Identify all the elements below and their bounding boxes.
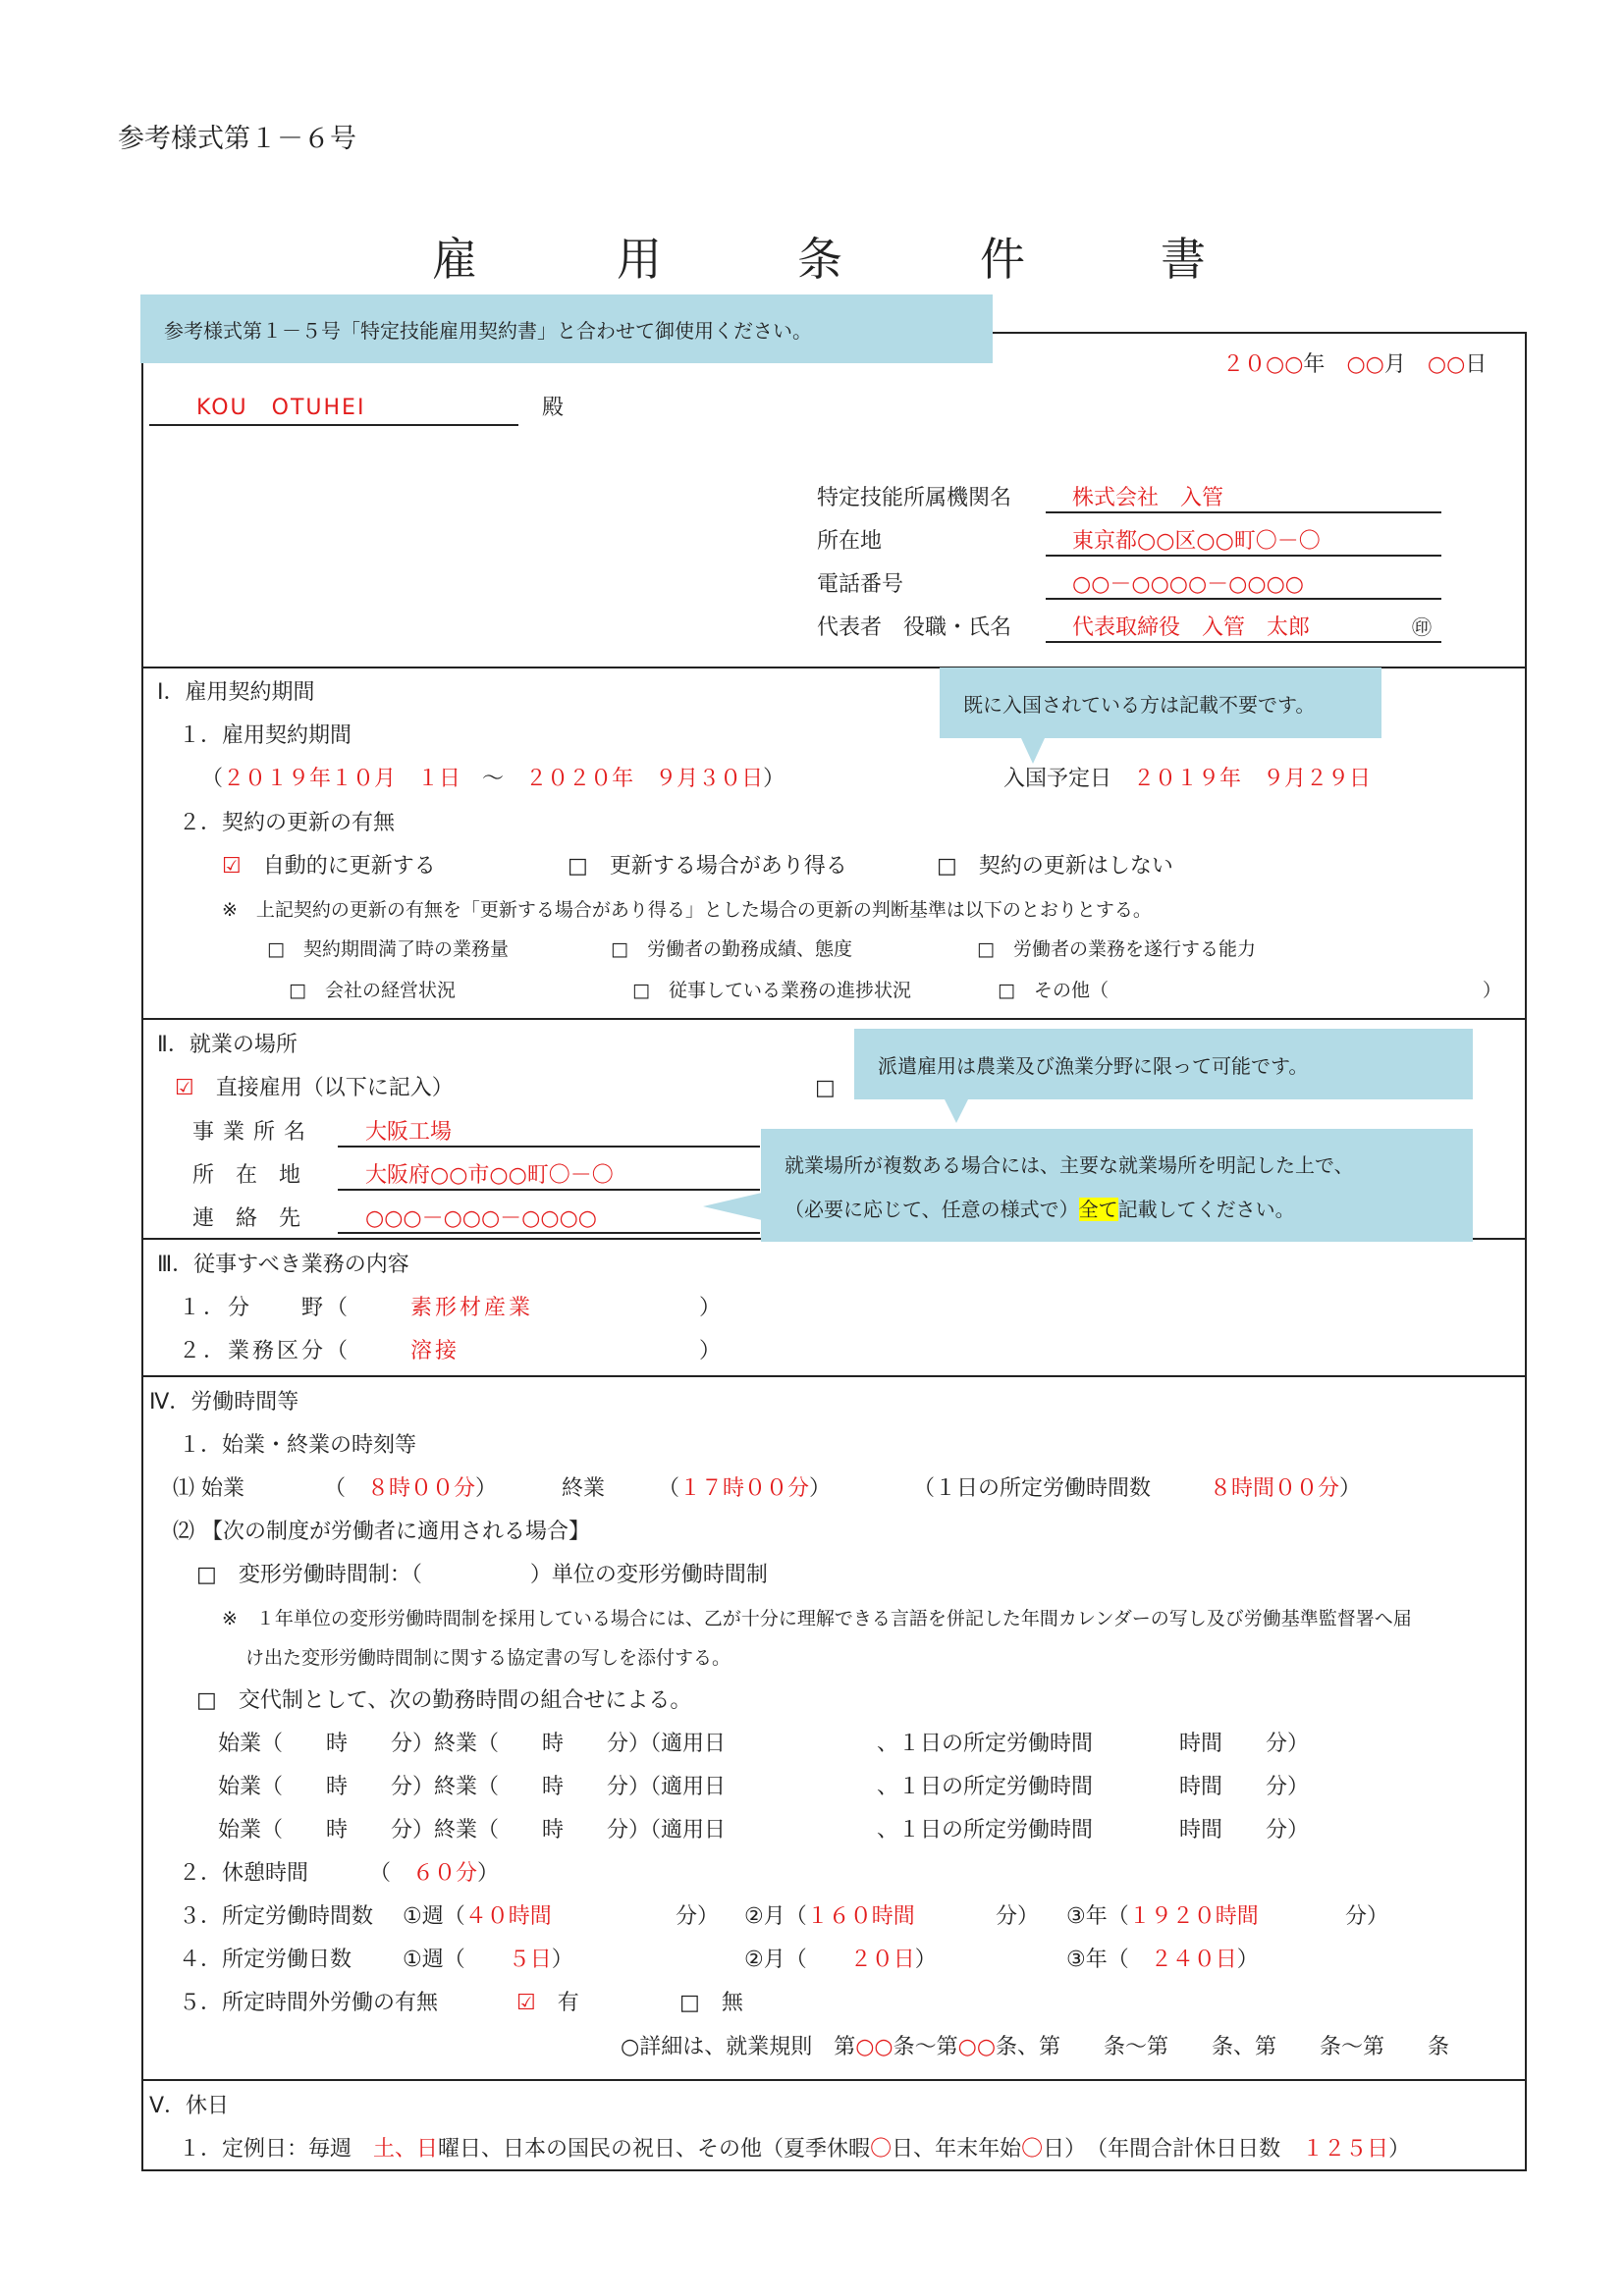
option-label: 更新する場合があり得る	[609, 854, 847, 879]
callout-dispatch-note	[854, 1029, 1473, 1099]
job-category-label: ２．業務区分（	[179, 1339, 352, 1363]
start-time-label: ⑴ 始業	[173, 1476, 244, 1501]
weekly-label: ①週（	[403, 1904, 465, 1929]
rules-article-value: ○○	[855, 2035, 893, 2059]
start-time: （ ８時００分）	[324, 1476, 498, 1501]
underline	[1046, 555, 1441, 557]
direct-employment-option[interactable]	[175, 1078, 454, 1099]
overtime-yes-option[interactable]	[516, 1993, 579, 2014]
date-month-label: 月	[1383, 352, 1406, 377]
section-1-heading: Ⅰ．雇用契約期間	[157, 680, 315, 705]
callout-entry-note	[940, 667, 1381, 738]
renewal-option-auto[interactable]	[222, 856, 436, 878]
newyear-days-value: 〇	[1021, 2137, 1044, 2162]
addressee-name: KOU OTUHEI	[196, 396, 366, 420]
form-frame	[141, 332, 1527, 2171]
callout-text: 派遣雇用は農業及び漁業分野に限って可能です。	[878, 1053, 1309, 1078]
callout-pointer	[1021, 738, 1045, 764]
issue-date	[1222, 354, 1487, 376]
section-3-heading: Ⅲ．従事すべき業務の内容	[157, 1253, 409, 1277]
section-divider	[141, 1018, 1527, 1020]
holiday-text: 日） （年間合計休日日数	[1043, 2137, 1281, 2162]
location-label: 所在地	[192, 1163, 323, 1188]
shift-row: 始業（ 時 分）終業（ 時 分）（適用日 、１日の所定労働時間 時間 分）	[218, 1732, 1310, 1756]
date-day-value: ○○	[1427, 352, 1466, 377]
underline	[149, 424, 518, 426]
daily-hours-value: ８時間００分	[1210, 1476, 1340, 1501]
checkbox-icon[interactable]: □	[289, 980, 306, 1001]
option-label: 会社の経営状況	[324, 980, 456, 1001]
job-category-value: 溶接	[410, 1339, 460, 1363]
contract-period	[201, 769, 785, 790]
weekly-minutes: 分）	[676, 1904, 720, 1929]
location-value: 大阪府○○市○○町〇－〇	[365, 1163, 614, 1188]
shift-option[interactable]	[196, 1690, 691, 1712]
renewal-option-may[interactable]	[568, 856, 847, 878]
monthly-days-value: ２０日	[849, 1948, 915, 1972]
entry-date-label: 入国予定日	[1003, 767, 1112, 791]
criterion-business[interactable]	[289, 982, 456, 1000]
checkbox-checked-icon[interactable]: ☑	[175, 1076, 194, 1100]
org-label: 特定技能所属機関名	[817, 486, 1012, 510]
criterion-progress[interactable]	[632, 982, 911, 1000]
shift-row: 始業（ 時 分）終業（ 時 分）（適用日 、１日の所定労働時間 時間 分）	[218, 1818, 1310, 1842]
entry-date-value: ２０１９年 ９月２９日	[1133, 767, 1372, 791]
criterion-other[interactable]	[998, 982, 1109, 1000]
renewal-subheading: ２．契約の更新の有無	[179, 811, 396, 835]
end-time-label: 終業	[562, 1476, 606, 1501]
end-time: （１７時００分）	[658, 1476, 832, 1501]
flex-note-line1: ※ １年単位の変形労働時間制を採用している場合には、乙が十分に理解できる言語を併記した年間カレンダーの写し及び労働基準監督署へ届	[222, 1608, 1412, 1629]
callout-text: 既に入国されている方は記載不要です。	[963, 692, 1316, 717]
callout-multiple-locations	[761, 1129, 1473, 1242]
address-value: 東京都○○区○○町〇－〇	[1072, 529, 1321, 554]
form-reference: 参考様式第１－６号	[118, 124, 356, 154]
phone-value: ○○－○○○○－○○○○	[1072, 572, 1304, 597]
flex-hours-option[interactable]	[196, 1565, 768, 1586]
work-rules-reference	[621, 2037, 1449, 2058]
start-time-value: ８時００分	[367, 1476, 476, 1501]
break-time: （ ６０分）	[369, 1861, 500, 1886]
rules-text: 条、第 条～第 条、第 条～第 条	[996, 2035, 1450, 2059]
daily-hours-label: （１日の所定労働時間数	[913, 1476, 1152, 1501]
daily-hours: ８時間００分）	[1210, 1476, 1362, 1501]
job-field-value: 素形材産業	[410, 1296, 534, 1320]
callout-usage-note	[140, 294, 993, 363]
title-char: 書	[1161, 233, 1206, 286]
yearly-days-value: ２４０日	[1150, 1948, 1237, 1972]
representative-label: 代表者 役職・氏名	[817, 615, 1012, 640]
days-weekly: ①週（ ５日）	[403, 1948, 573, 1972]
checkbox-icon[interactable]: □	[611, 938, 628, 960]
checkbox-icon[interactable]: □	[977, 938, 995, 960]
contract-period-subheading: １．雇用契約期間	[179, 723, 352, 748]
weekly-days-value: ５日	[508, 1948, 552, 1972]
renewal-option-none[interactable]	[937, 856, 1173, 878]
callout-text: 就業場所が複数ある場合には、主要な就業場所を明記した上で、	[785, 1152, 1354, 1177]
checkbox-icon[interactable]: □	[632, 980, 650, 1001]
section-divider	[141, 1375, 1527, 1377]
section-4-heading: Ⅳ．労働時間等	[149, 1390, 299, 1415]
underline	[1046, 598, 1441, 600]
checkbox-icon[interactable]: □	[998, 980, 1015, 1001]
underline	[338, 1189, 760, 1191]
holiday-text: １．定例日：毎週	[179, 2137, 352, 2162]
criterion-performance[interactable]	[611, 940, 852, 959]
callout-text: 記載してください。	[1117, 1197, 1295, 1221]
tilde: ～	[482, 767, 505, 791]
callout-highlight: 全て	[1078, 1197, 1118, 1221]
checkbox-icon[interactable]: □	[568, 854, 588, 879]
checkbox-icon[interactable]: □	[196, 1563, 217, 1587]
holiday-text: 曜日、日本の国民の祝日、その他（夏季休暇	[438, 2137, 871, 2162]
break-time-label: ２．休憩時間	[179, 1861, 309, 1886]
option-label: 有	[557, 1991, 579, 2015]
holiday-days-value: 土、日	[373, 2137, 439, 2162]
option-label: 従事している業務の進捗状況	[668, 980, 911, 1001]
monthly-minutes: 分）	[996, 1904, 1040, 1929]
entry-date	[1003, 769, 1371, 790]
checkbox-checked-icon[interactable]: ☑	[516, 1991, 536, 2015]
annual-holidays-value: １２５日	[1302, 2137, 1389, 2162]
option-label: 契約期間満了時の業務量	[302, 938, 509, 960]
seal-mark: ㊞	[1412, 615, 1432, 639]
rules-article-value: ○○	[957, 2035, 997, 2059]
hours-weekly	[403, 1906, 552, 1928]
callout-text-line2	[785, 1194, 1295, 1222]
contract-end: ２０２０年 ９月３０日	[525, 767, 764, 791]
date-year-label: 年	[1303, 352, 1326, 377]
date-day-label: 日	[1465, 352, 1488, 377]
option-label: 契約の更新はしない	[978, 854, 1173, 879]
option-label: 変形労働時間制：（ ）単位の変形労働時間制	[238, 1563, 768, 1587]
weekly-label: ①週（	[403, 1948, 465, 1972]
section-2-heading: Ⅱ．就業の場所	[157, 1033, 298, 1057]
overtime-no-option[interactable]	[679, 1993, 743, 2014]
section-5-heading: Ⅴ．休日	[149, 2094, 230, 2118]
underline	[338, 1232, 760, 1234]
representative-value: 代表取締役 入管 太郎	[1072, 615, 1311, 640]
checkbox-icon[interactable]: □	[267, 938, 285, 960]
option-label: 直接雇用（以下に記入）	[215, 1076, 454, 1100]
callout-pointer	[945, 1099, 968, 1123]
regular-holidays	[179, 2139, 1410, 2161]
callout-text: （必要に応じて、任意の様式で）	[785, 1197, 1079, 1221]
org-value: 株式会社 入管	[1072, 486, 1224, 510]
scheduled-days-label: ４．所定労働日数	[179, 1948, 352, 1972]
checkbox-icon[interactable]: □	[937, 854, 957, 879]
criterion-workload[interactable]	[267, 940, 509, 959]
monthly-label: ②月（	[744, 1904, 807, 1929]
option-label: 労働者の勤務成績、態度	[646, 938, 852, 960]
date-year-value: ２０○○	[1222, 352, 1304, 377]
paren-close: ）	[699, 1339, 722, 1363]
phone-label: 電話番号	[817, 572, 904, 597]
option-label: 交代制として、次の勤務時間の組合せによる。	[238, 1688, 692, 1713]
contact-value: ○○○－○○○－○○○○	[365, 1206, 597, 1231]
work-time-subheading: １．始業・終業の時刻等	[179, 1433, 417, 1458]
break-time-value: ６０分	[412, 1861, 478, 1886]
underline	[1046, 511, 1441, 513]
contract-start: ２０１９年１０月 １日	[223, 767, 461, 791]
weekly-hours-value: ４０時間	[464, 1904, 552, 1929]
yearly-minutes: 分）	[1345, 1904, 1389, 1929]
criterion-ability[interactable]	[977, 940, 1256, 959]
title-char: 用	[617, 233, 662, 286]
addressee-suffix: 殿	[542, 396, 565, 420]
monthly-label: ②月（	[744, 1948, 807, 1972]
date-month-value: ○○	[1346, 352, 1384, 377]
option-label: 自動的に更新する	[262, 854, 436, 879]
checkbox-checked-icon[interactable]: ☑	[222, 854, 242, 879]
callout-pointer	[703, 1193, 762, 1220]
dispatch-option-checkbox[interactable]: □	[815, 1076, 836, 1100]
contact-label: 連絡先	[192, 1206, 323, 1231]
yearly-label: ③年（	[1066, 1904, 1129, 1929]
overtime-label: ５．所定時間外労働の有無	[179, 1991, 439, 2015]
section-divider	[141, 2079, 1527, 2081]
days-yearly: ③年（ ２４０日）	[1066, 1948, 1259, 1972]
callout-text: 参考様式第１－５号「特定技能雇用契約書」と合わせて御使用ください。	[164, 318, 812, 343]
office-name-value: 大阪工場	[365, 1120, 453, 1145]
rules-text: ○詳細は、就業規則 第	[621, 2035, 856, 2059]
yearly-label: ③年（	[1066, 1948, 1129, 1972]
rules-text: 条～第	[893, 2035, 958, 2059]
criterion-other-close: ）	[1483, 980, 1502, 1001]
underline	[338, 1146, 760, 1148]
yearly-hours-value: １９２０時間	[1128, 1904, 1259, 1929]
summer-days-value: 〇	[870, 2137, 893, 2162]
paren-close: ）	[699, 1296, 722, 1320]
holiday-text: 日、年末年始	[892, 2137, 1022, 2162]
monthly-hours-value: １６０時間	[806, 1904, 915, 1929]
hours-monthly	[744, 1906, 915, 1928]
job-field-label: １．分 野（	[179, 1296, 352, 1320]
title-char: 条	[797, 233, 842, 286]
days-monthly: ②月（ ２０日）	[744, 1948, 937, 1972]
scheduled-hours-label: ３．所定労働時間数	[179, 1904, 374, 1929]
paren-close: ）	[763, 767, 785, 791]
work-system-label: ⑵ 【次の制度が労働者に適用される場合】	[173, 1520, 590, 1544]
hours-yearly	[1066, 1906, 1259, 1928]
renewal-criteria-note: ※ 上記契約の更新の有無を「更新する場合があり得る」とした場合の更新の判断基準は以下のとおりとする。	[222, 899, 1152, 921]
checkbox-icon[interactable]: □	[679, 1991, 700, 2015]
option-label: 無	[721, 1991, 743, 2015]
shift-row: 始業（ 時 分）終業（ 時 分）（適用日 、１日の所定労働時間 時間 分）	[218, 1775, 1310, 1799]
title-char: 件	[980, 233, 1025, 286]
option-label: 労働者の業務を遂行する能力	[1012, 938, 1256, 960]
flex-note-line2: け出た変形労働時間制に関する協定書の写しを添付する。	[245, 1647, 731, 1669]
address-label: 所在地	[817, 529, 883, 554]
paren-open: （	[201, 767, 224, 791]
checkbox-icon[interactable]: □	[196, 1688, 217, 1713]
option-label: その他（	[1033, 980, 1109, 1001]
office-name-label: 事業所名	[192, 1120, 315, 1145]
end-time-value: １７時００分	[679, 1476, 810, 1501]
title-char: 雇	[432, 233, 477, 286]
paren-close: ）	[1388, 2137, 1411, 2162]
underline	[1046, 641, 1441, 643]
